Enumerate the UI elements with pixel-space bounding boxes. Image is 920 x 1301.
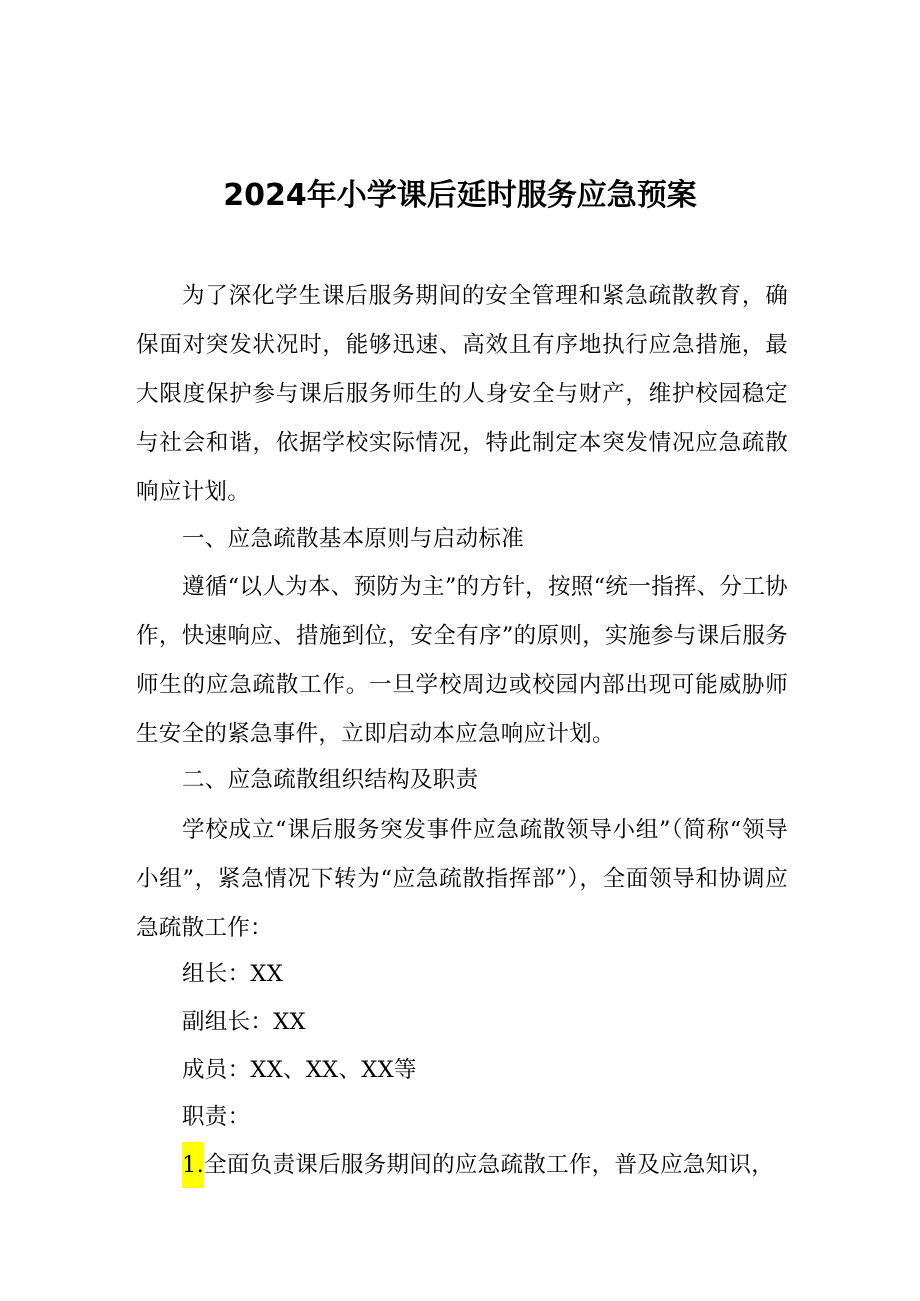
section2-paragraph: 学校成立“课后服务突发事件应急疏散领导小组”（简称“领导小组”，紧急情况下转为“应急疏散指挥部”），全面领导和协调应急疏散工作： bbox=[136, 817, 788, 941]
intro-paragraph: 为了深化学生课后服务期间的安全管理和紧急疏散教育，确保面对突发状况时，能够迅速、高效且有序地执行应急措施，最大限度保护参与课后服务师生的人身安全与财产，维护校园稳定与社会和谐，依据学校实际情况，特此制定本突发情况应急疏散响应计划。 bbox=[136, 283, 788, 505]
section2-heading: 二、应急疏散组织结构及职责 bbox=[182, 767, 479, 793]
duty-number-highlight: 1. bbox=[182, 1142, 204, 1188]
members-line: 成员：XX、XX、XX等 bbox=[182, 1057, 417, 1083]
document-title: 2024年小学课后延时服务应急预案 bbox=[223, 178, 697, 213]
section1-paragraph: 遵循“以人为本、预防为主”的方针，按照“统一指挥、分工协作，快速响应、措施到位，安全有序”的原则，实施参与课后服务师生的应急疏散工作。一旦学校周边或校园内部出现可能威胁师生安全的紧急事件，立即启动本应急响应计划。 bbox=[136, 574, 788, 747]
duty-item-1 bbox=[136, 1141, 788, 1190]
deputy-leader-line: 副组长：XX bbox=[182, 1009, 306, 1035]
leader-line: 组长：XX bbox=[182, 961, 284, 987]
section1-heading: 一、应急疏散基本原则与启动标准 bbox=[182, 526, 525, 552]
duty-item-1-text: 全面负责课后服务期间的应急疏散工作，普及应急知识， bbox=[204, 1152, 775, 1178]
duties-label: 职责： bbox=[182, 1104, 251, 1130]
